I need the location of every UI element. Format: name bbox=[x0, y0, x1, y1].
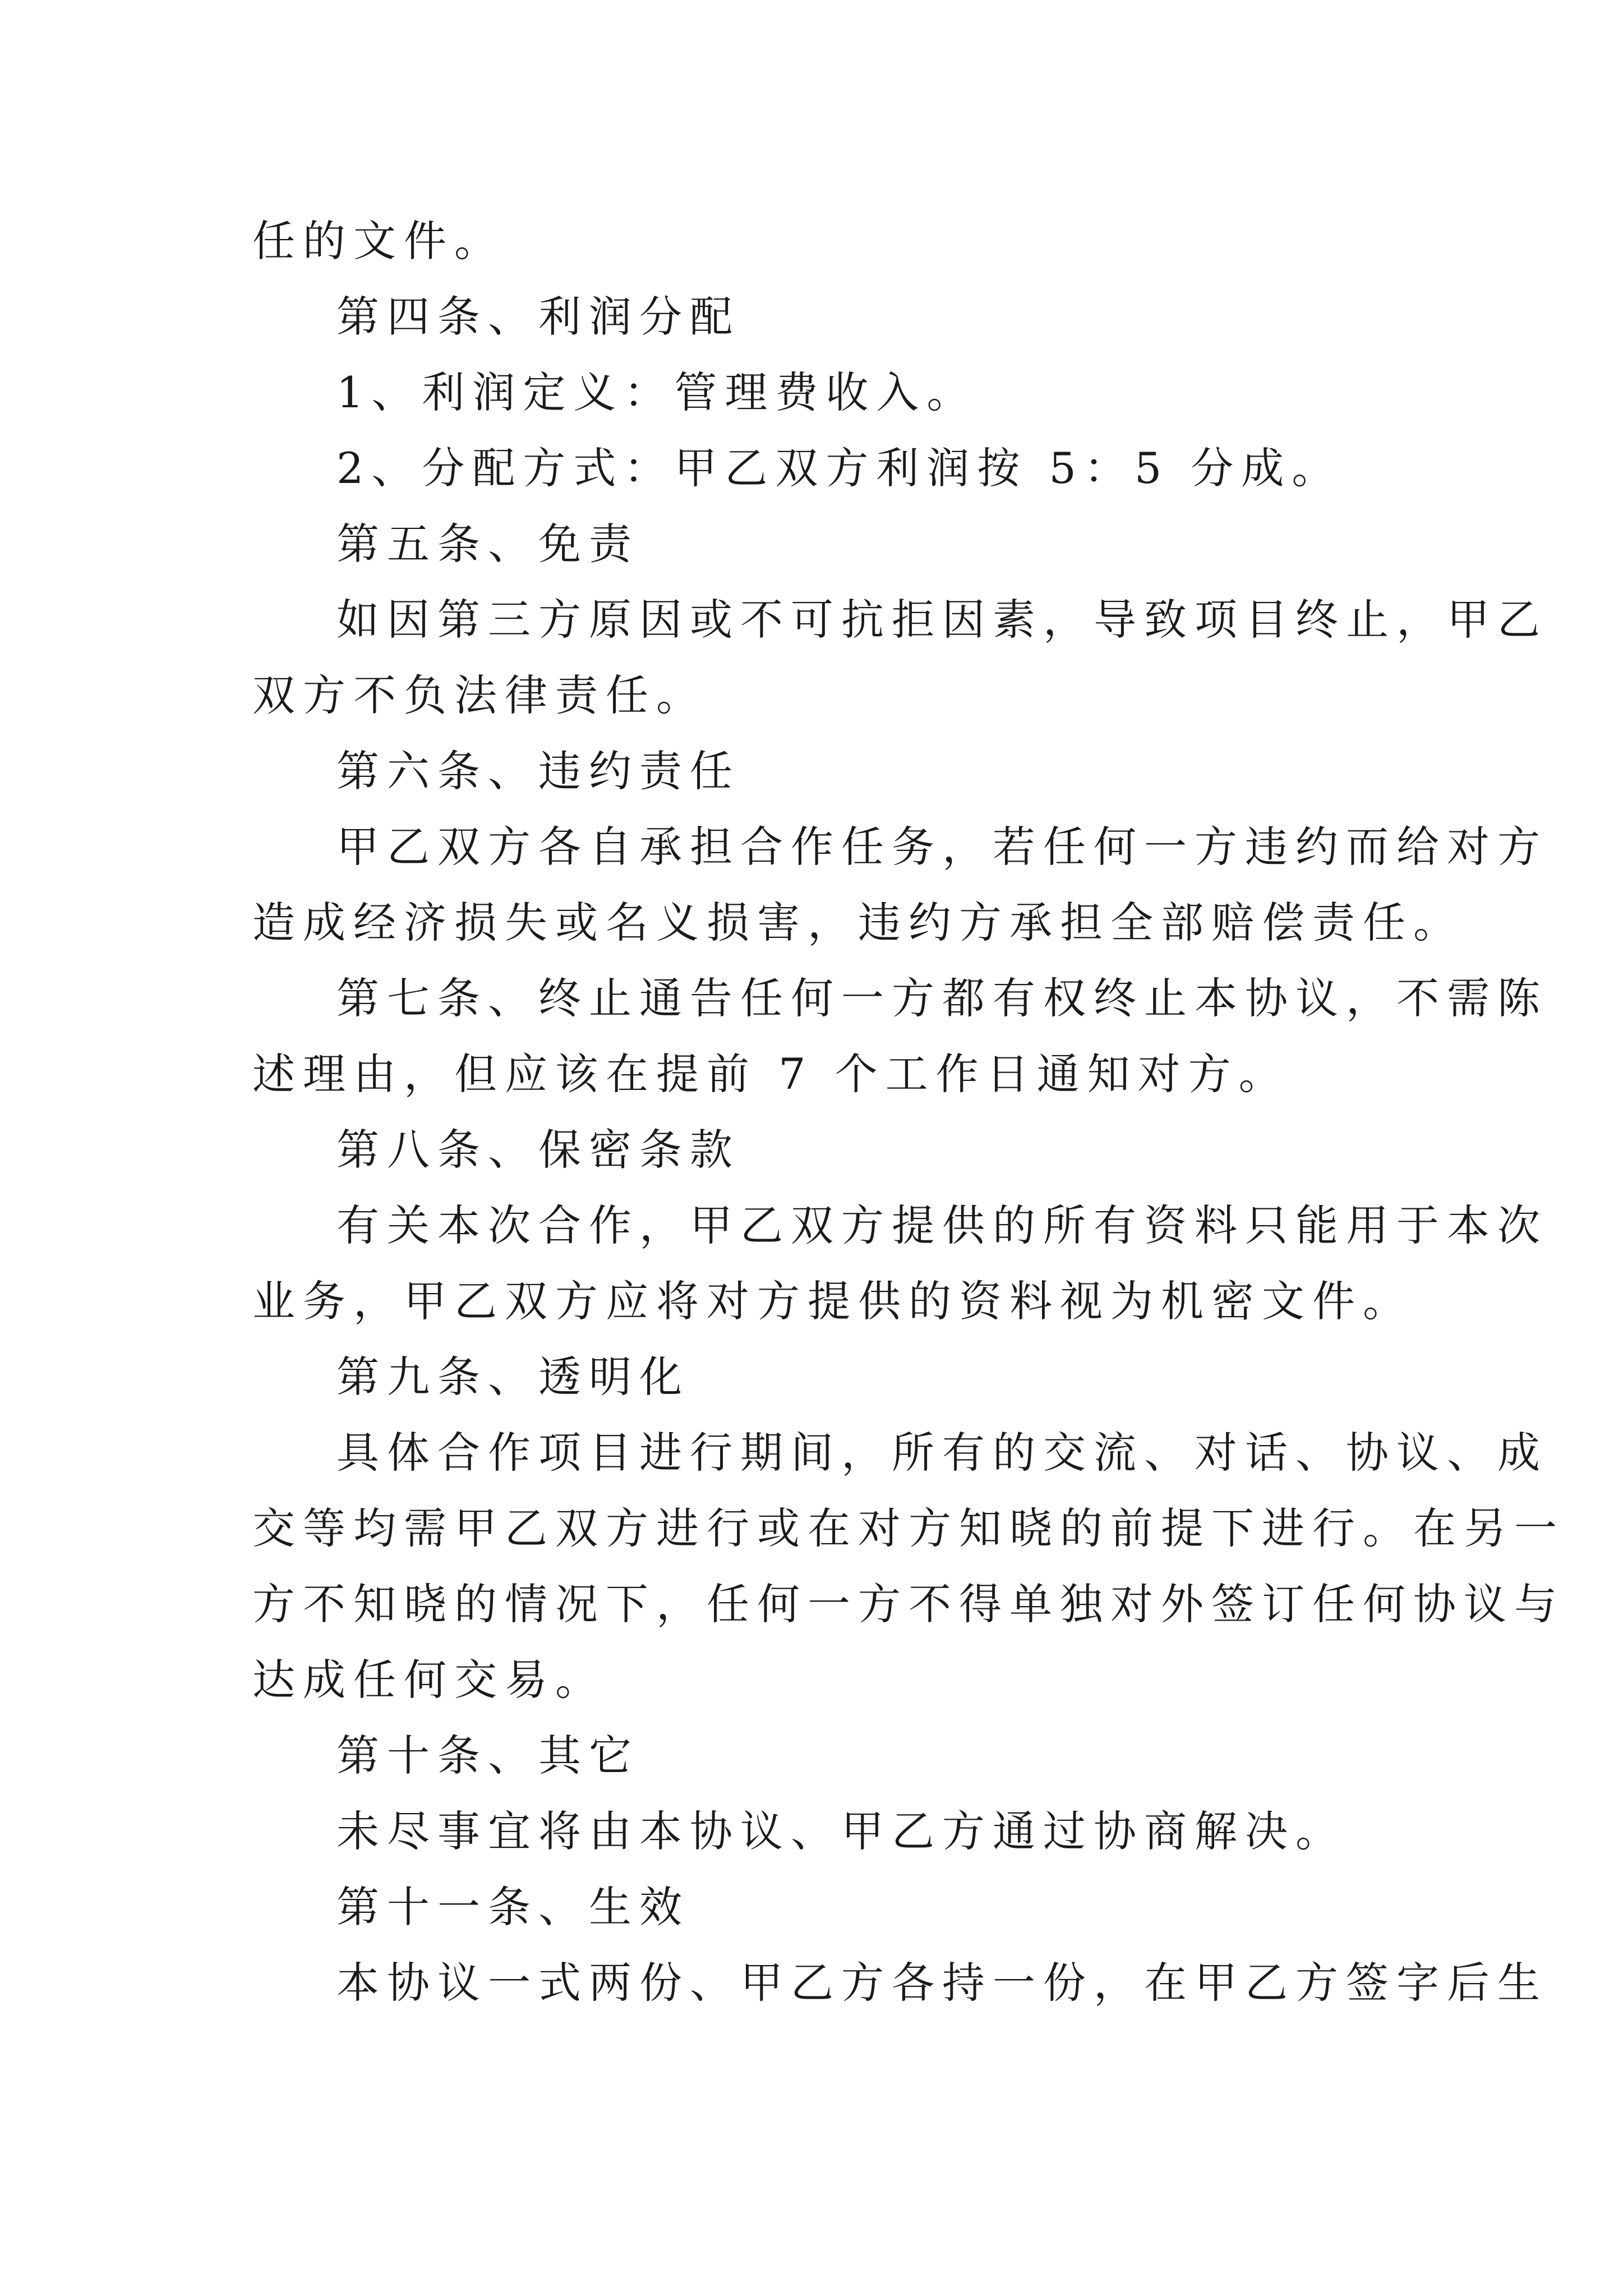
text-line: 双方不负法律责任。 bbox=[252, 670, 707, 720]
section-heading: 第五条、免责 bbox=[336, 519, 639, 569]
text-line: 造成经济损失或名义损害，违约方承担全部赔偿责任。 bbox=[252, 898, 1464, 947]
text-line: 方不知晓的情况下，任何一方不得单独对外签订任何协议与 bbox=[252, 1579, 1565, 1629]
text-line: 有关本次合作，甲乙双方提供的所有资料只能用于本次 bbox=[336, 1200, 1548, 1250]
text-line: 甲乙双方各自承担合作任务，若任何一方违约而给对方 bbox=[336, 822, 1548, 872]
text-line: 1、利润定义：管理费收入。 bbox=[336, 367, 978, 417]
text-line: 本协议一式两份、甲乙方各持一份，在甲乙方签字后生 bbox=[336, 1958, 1548, 2008]
section-heading: 第九条、透明化 bbox=[336, 1352, 690, 1402]
section-heading: 第四条、利润分配 bbox=[336, 292, 740, 342]
section-heading: 第六条、违约责任 bbox=[336, 746, 740, 796]
text-line: 述理由，但应该在提前 7 个工作日通知对方。 bbox=[252, 1049, 1289, 1099]
section-heading: 第十条、其它 bbox=[336, 1731, 639, 1780]
section-heading: 第八条、保密条款 bbox=[336, 1125, 740, 1175]
text-line: 任的文件。 bbox=[252, 216, 505, 266]
text-line: 具体合作项目进行期间，所有的交流、对话、协议、成 bbox=[336, 1428, 1548, 1478]
text-line: 业务，甲乙双方应将对方提供的资料视为机密文件。 bbox=[252, 1276, 1413, 1326]
text-line: 如因第三方原因或不可抗拒因素，导致项目终止，甲乙 bbox=[336, 595, 1548, 645]
text-line: 达成任何交易。 bbox=[252, 1655, 606, 1705]
text-line: 2、分配方式：甲乙双方利润按 5：5 分成。 bbox=[336, 443, 1343, 493]
section-heading: 第七条、终止通告任何一方都有权终止本协议，不需陈 bbox=[336, 973, 1548, 1023]
text-line: 交等均需甲乙双方进行或在对方知晓的前提下进行。在另一 bbox=[252, 1503, 1565, 1553]
section-heading: 第十一条、生效 bbox=[336, 1882, 690, 1932]
text-line: 未尽事宜将由本协议、甲乙方通过协商解决。 bbox=[336, 1806, 1346, 1856]
